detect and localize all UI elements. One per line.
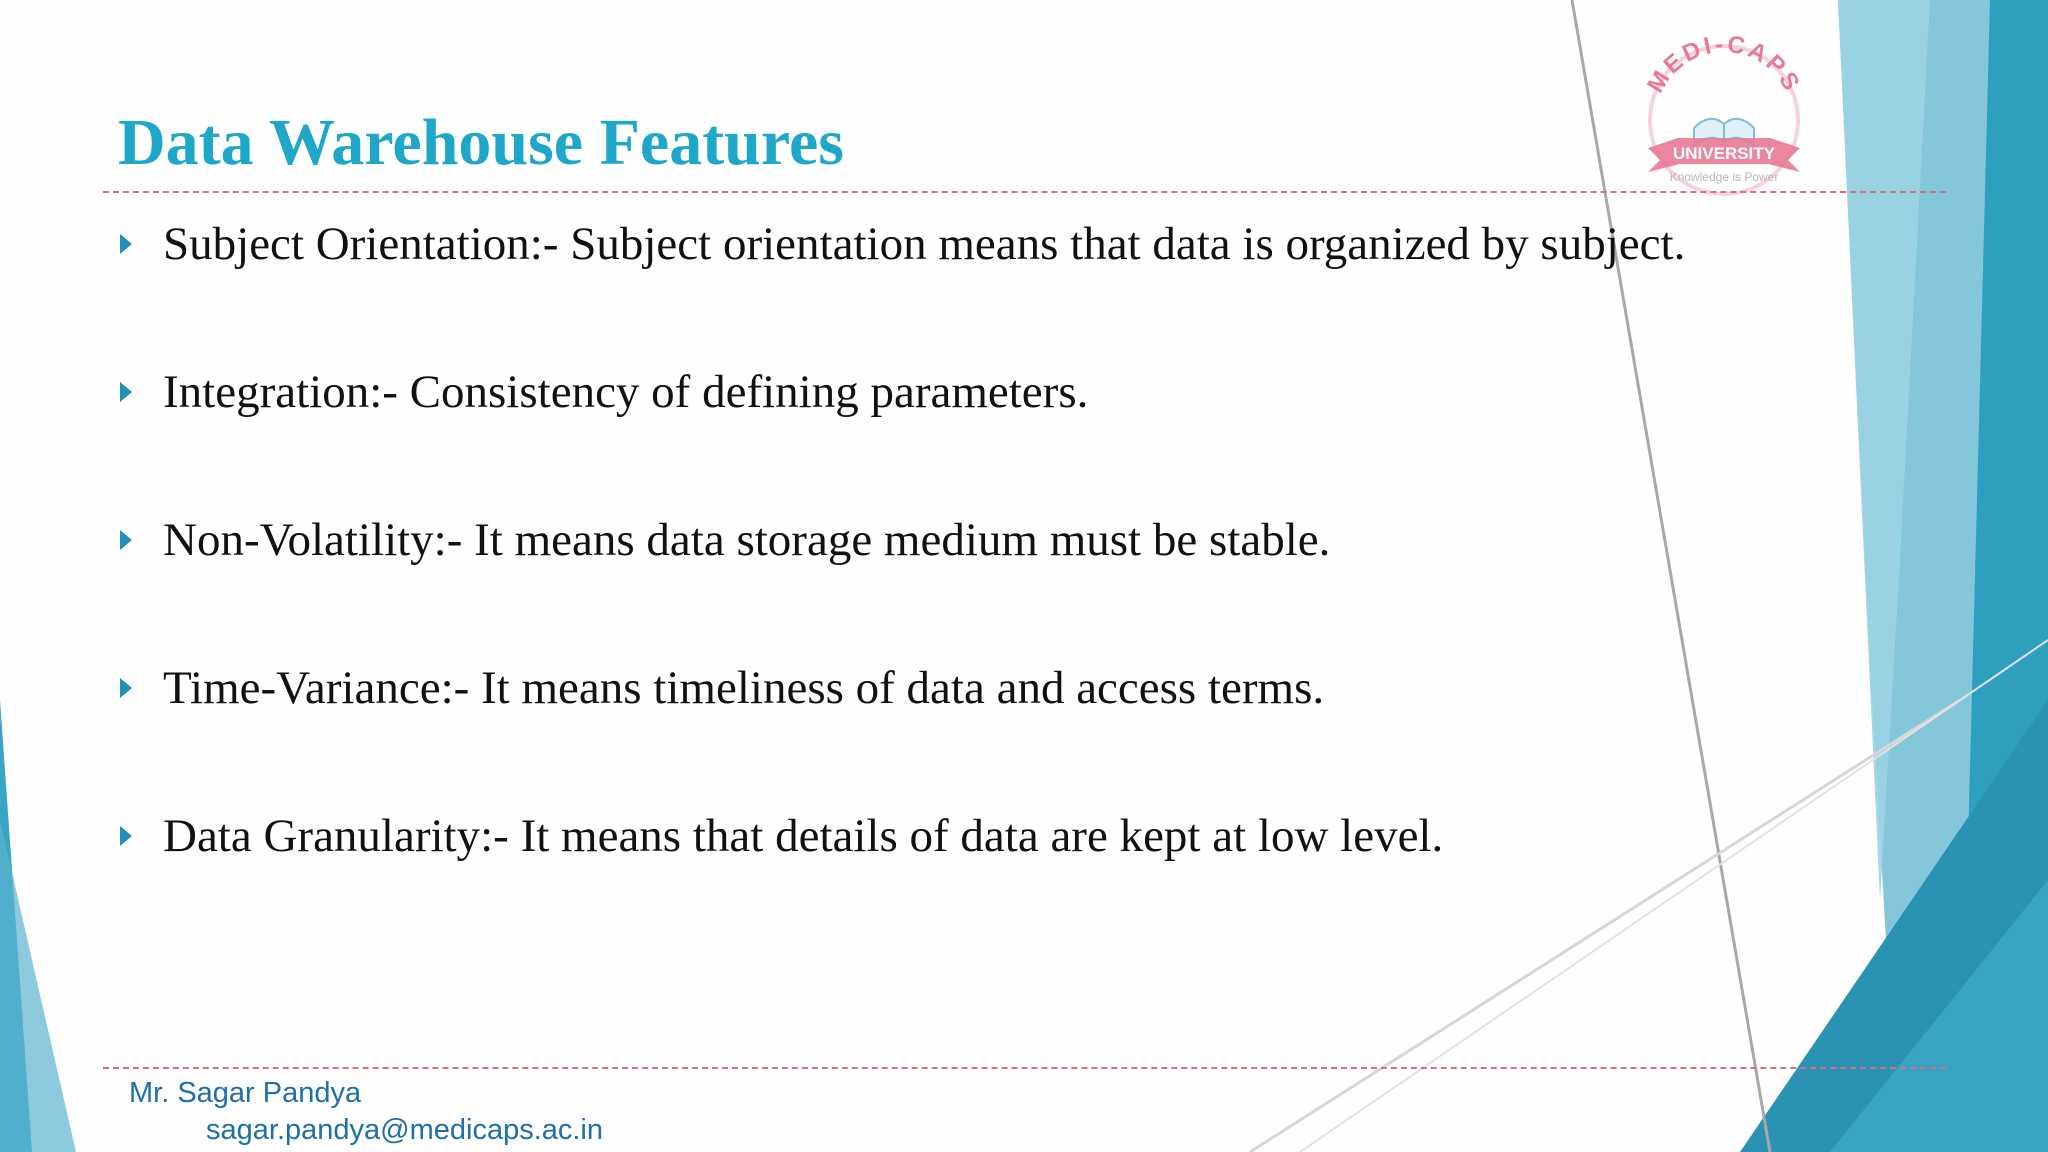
triangle-bullet-icon [120,678,132,698]
bullet-text: Time-Variance:- It means timeliness of data and access terms. [163,662,1325,714]
bullet-text: Data Granularity:- It means that details of data are kept at low level. [163,810,1444,862]
bullet-item [118,657,1838,719]
bullet-text: Subject Orientation:- Subject orientation means that data is organized by subject. [163,218,1686,270]
bullet-text: Integration:- Consistency of defining parameters. [163,366,1089,418]
logo-banner-text: UNIVERSITY [1672,144,1776,163]
logo-arc-text: MEDI-CAPS [1642,30,1806,98]
bullet-item [118,361,1838,423]
svg-text:MEDI-CAPS [1642,31,1806,98]
slide-title: Data Warehouse Features [118,106,844,179]
university-logo [1618,28,1830,196]
triangle-bullet-icon [120,530,132,550]
triangle-bullet-icon [120,826,132,846]
bullet-item [118,213,1838,275]
footer-author: Mr. Sagar Pandya [129,1077,362,1109]
bullet-list [118,213,1838,953]
footer-email: sagar.pandya@medicaps.ac.in [206,1114,604,1146]
triangle-bullet-icon [120,234,132,254]
bullet-item [118,509,1838,571]
footer-divider [103,1067,1946,1069]
triangle-bullet-icon [120,382,132,402]
bullet-item [118,805,1838,867]
bullet-text: Non-Volatility:- It means data storage medium must be stable. [163,514,1331,566]
logo-tagline: Knowledge is Power [1669,170,1779,184]
title-divider [103,191,1946,193]
